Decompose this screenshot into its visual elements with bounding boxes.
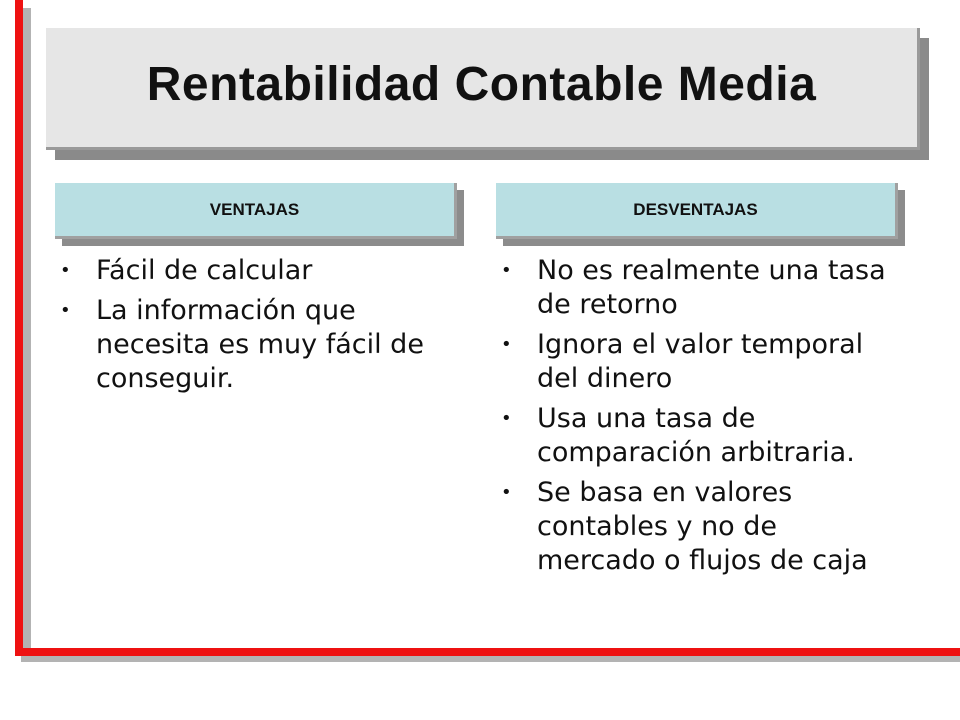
list-item-text: Usa una tasa de comparación arbitraria. bbox=[537, 403, 855, 468]
bullet-icon: • bbox=[501, 482, 512, 503]
desventajas-header: DESVENTAJAS bbox=[496, 183, 898, 239]
bullet-icon: • bbox=[501, 408, 512, 429]
list-item-text: Fácil de calcular bbox=[96, 255, 313, 286]
ventajas-header: VENTAJAS bbox=[55, 183, 457, 239]
list-item bbox=[501, 254, 901, 322]
list-item-text: La información que necesita es muy fácil de conseguir. bbox=[96, 295, 424, 394]
frame-bottom-bar bbox=[15, 648, 960, 656]
bullet-icon: • bbox=[60, 260, 71, 281]
list-item bbox=[501, 476, 901, 578]
bullet-icon: • bbox=[60, 300, 71, 321]
desventajas-list bbox=[501, 254, 901, 584]
list-item-text: Ignora el valor temporal del dinero bbox=[537, 329, 864, 394]
list-item bbox=[60, 254, 460, 288]
bullet-icon: • bbox=[501, 260, 512, 281]
ventajas-list bbox=[60, 254, 460, 402]
list-item bbox=[501, 328, 901, 396]
title-box bbox=[46, 28, 920, 150]
slide-title: Rentabilidad Contable Media bbox=[146, 58, 817, 111]
frame-left-bar bbox=[15, 0, 23, 656]
list-item bbox=[501, 402, 901, 470]
list-item-text: Se basa en valores contables y no de mercado o flujos de caja bbox=[537, 477, 868, 576]
bullet-icon: • bbox=[501, 334, 512, 355]
list-item bbox=[60, 294, 460, 396]
list-item-text: No es realmente una tasa de retorno bbox=[537, 255, 886, 320]
